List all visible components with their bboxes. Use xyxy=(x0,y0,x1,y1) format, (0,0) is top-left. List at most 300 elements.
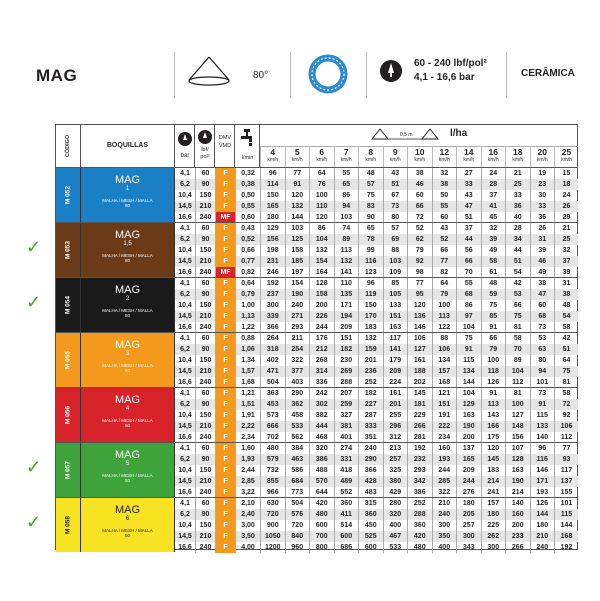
droplet-class: F xyxy=(215,278,235,289)
table-row xyxy=(175,476,578,487)
table-cell: 36 xyxy=(530,212,555,223)
speed-value: 6 xyxy=(319,147,325,157)
droplet-class: F xyxy=(215,223,235,234)
pressure-gauge-icon xyxy=(197,129,213,145)
table-cell: 197 xyxy=(285,267,310,278)
table-row xyxy=(175,443,578,454)
table-cell: 285 xyxy=(432,476,457,487)
table-cell: 90 xyxy=(195,289,215,300)
table-cell: 148 xyxy=(505,421,530,432)
nozzle-label-text: 3 xyxy=(125,351,130,357)
table-cell: 65 xyxy=(334,179,359,190)
table-cell: 115 xyxy=(554,509,578,520)
table-cell: 201 xyxy=(358,355,383,366)
table-cell: 350 xyxy=(432,531,457,542)
table-cell: 471 xyxy=(260,366,285,377)
table-cell: 259 xyxy=(334,399,359,410)
table-cell: 104 xyxy=(505,366,530,377)
speed-value: 14 xyxy=(464,147,474,157)
table-cell: 150 xyxy=(195,300,215,311)
table-cell: 58 xyxy=(481,256,506,267)
table-cell: 6,2 xyxy=(180,511,190,518)
table-cell: 38 xyxy=(554,289,578,300)
table-cell: 257 xyxy=(456,520,481,531)
application-rate-header xyxy=(260,125,578,147)
droplet-class: F xyxy=(215,311,235,322)
table-cell: 95 xyxy=(407,289,432,300)
speed-unit: km/h xyxy=(365,157,377,163)
speed-value: 20 xyxy=(537,147,547,157)
table-cell: 106 xyxy=(432,344,457,355)
speed-unit: km/h xyxy=(389,157,401,163)
table-cell: 133 xyxy=(383,300,408,311)
table-cell: 81 xyxy=(554,377,578,388)
table-cell: 244 xyxy=(432,465,457,476)
table-cell: 579 xyxy=(260,454,285,465)
nozzle-label-text: MAG xyxy=(114,504,141,516)
table-cell: 72 xyxy=(554,399,578,410)
table-cell: 93 xyxy=(554,454,578,465)
table-cell: 129 xyxy=(260,223,285,234)
droplet-class: F xyxy=(215,234,235,245)
table-cell: 418 xyxy=(334,465,359,476)
table-cell: 143 xyxy=(481,410,506,421)
table-cell: 91 xyxy=(456,344,481,355)
table-cell: 99 xyxy=(358,245,383,256)
table-cell: 105 xyxy=(383,289,408,300)
table-cell: 168 xyxy=(554,531,578,542)
table-cell: 117 xyxy=(554,465,578,476)
table-cell: 120 xyxy=(309,212,334,223)
table-cell: 276 xyxy=(456,487,481,498)
table-cell: 570 xyxy=(309,476,334,487)
table-row xyxy=(175,190,578,201)
table-cell: 293 xyxy=(285,322,310,333)
table-cell: 40 xyxy=(505,212,530,223)
table-cell: 288 xyxy=(407,509,432,520)
table-cell: 201 xyxy=(383,399,408,410)
table-cell: 960 xyxy=(285,542,310,553)
table-cell: 123 xyxy=(358,267,383,278)
table-cell: 209 xyxy=(383,366,408,377)
table-cell: 264 xyxy=(260,333,285,344)
droplet-class: F xyxy=(215,300,235,311)
table-cell: 104 xyxy=(309,234,334,245)
table-cell: 151 xyxy=(334,333,359,344)
table-cell: 92 xyxy=(407,256,432,267)
table-cell: 36 xyxy=(505,201,530,212)
table-cell: 1,93 xyxy=(235,454,260,465)
table-row xyxy=(175,388,578,399)
table-cell: 90 xyxy=(195,509,215,520)
table-cell: 168 xyxy=(432,377,457,388)
table-cell: 450 xyxy=(358,520,383,531)
table-cell: 240 xyxy=(195,432,215,443)
table-cell: 34 xyxy=(505,234,530,245)
table-cell: 125 xyxy=(285,234,310,245)
table-cell: 158 xyxy=(309,289,334,300)
table-cell: 159 xyxy=(358,344,383,355)
speed-column-header xyxy=(554,146,578,167)
table-cell: 384 xyxy=(285,443,310,454)
table-cell: 32 xyxy=(481,223,506,234)
table-cell: 202 xyxy=(407,377,432,388)
table-cell: 16,6 xyxy=(178,214,192,221)
table-cell: 533 xyxy=(383,542,408,553)
nozzle-code: M 054 xyxy=(56,278,81,332)
table-cell: 79 xyxy=(407,245,432,256)
table-cell: 210 xyxy=(195,201,215,212)
table-cell: 100 xyxy=(432,300,457,311)
nozzle-code: M 058 xyxy=(56,498,81,552)
table-cell: 61 xyxy=(481,267,506,278)
speed-value: 5 xyxy=(294,147,300,157)
table-cell: 222 xyxy=(432,421,457,432)
table-cell: 198 xyxy=(260,245,285,256)
table-cell: 145 xyxy=(481,454,506,465)
table-cell: 56 xyxy=(456,245,481,256)
table-cell: 26 xyxy=(554,201,578,212)
table-cell: 86 xyxy=(334,190,359,201)
table-cell: 380 xyxy=(383,476,408,487)
droplet-class: F xyxy=(215,520,235,531)
table-cell: 14,5 xyxy=(178,478,192,485)
table-cell: 68 xyxy=(530,311,555,322)
droplet-class: F xyxy=(215,509,235,520)
table-cell: 43 xyxy=(432,223,457,234)
table-cell: 176 xyxy=(309,333,334,344)
nozzle-group xyxy=(56,222,577,277)
nozzle-label xyxy=(81,498,175,552)
table-cell: 800 xyxy=(309,542,334,553)
table-cell: 115 xyxy=(456,355,481,366)
table-cell: 360 xyxy=(407,520,432,531)
speed-unit: km/h xyxy=(414,157,426,163)
table-cell: 14,5 xyxy=(178,313,192,320)
table-cell: 77 xyxy=(407,278,432,289)
table-cell: 134 xyxy=(456,366,481,377)
table-cell: 444 xyxy=(309,421,334,432)
table-cell: 101 xyxy=(530,377,555,388)
droplet-class: F xyxy=(215,421,235,432)
table-cell: 209 xyxy=(334,322,359,333)
droplet-class: F xyxy=(215,432,235,443)
table-row xyxy=(175,311,578,322)
table-cell: 155 xyxy=(554,487,578,498)
table-cell: 210 xyxy=(432,498,457,509)
nozzle-label xyxy=(81,278,175,332)
table-cell: 10,4 xyxy=(178,467,192,474)
table-cell: 146 xyxy=(530,465,555,476)
table-cell: 236 xyxy=(358,366,383,377)
table-cell: 28 xyxy=(481,179,506,190)
table-cell: 140 xyxy=(530,432,555,443)
table-cell: 32 xyxy=(554,245,578,256)
table-cell: 1,22 xyxy=(235,322,260,333)
table-cell: 24 xyxy=(481,168,506,179)
table-cell: 170 xyxy=(358,311,383,322)
table-cell: 244 xyxy=(456,476,481,487)
table-cell: 133 xyxy=(530,421,555,432)
table-cell: 252 xyxy=(358,377,383,388)
table-cell: 132 xyxy=(309,245,334,256)
table-cell: 16,6 xyxy=(178,269,192,276)
nozzle-label-text: MALHA / MESH / MALLA xyxy=(102,253,153,258)
table-cell: 24 xyxy=(554,190,578,201)
table-row xyxy=(175,498,578,509)
table-cell: 150 xyxy=(195,465,215,476)
table-cell: 210 xyxy=(530,531,555,542)
table-cell: 39 xyxy=(554,267,578,278)
table-row xyxy=(175,300,578,311)
table-cell: 4,1 xyxy=(180,335,190,342)
table-cell: 296 xyxy=(383,421,408,432)
table-cell: 403 xyxy=(285,377,310,388)
droplet-class: F xyxy=(215,256,235,267)
table-cell: 154 xyxy=(285,278,310,289)
table-cell: 10,4 xyxy=(178,247,192,254)
table-cell: 257 xyxy=(383,454,408,465)
table-cell: 91 xyxy=(530,399,555,410)
speed-unit: km/h xyxy=(463,157,475,163)
table-cell: 21 xyxy=(554,223,578,234)
table-cell: 42 xyxy=(554,333,578,344)
table-cell: 1,00 xyxy=(235,300,260,311)
table-cell: 163 xyxy=(383,322,408,333)
table-cell: 6,2 xyxy=(180,181,190,188)
table-cell: 85 xyxy=(383,278,408,289)
table-cell: 104 xyxy=(456,322,481,333)
table-cell: 314 xyxy=(309,366,334,377)
droplet-class: F xyxy=(215,366,235,377)
table-cell: 269 xyxy=(334,366,359,377)
table-cell: 300 xyxy=(260,300,285,311)
speed-unit: km/h xyxy=(291,157,303,163)
table-cell: 37 xyxy=(456,223,481,234)
droplet-class: F xyxy=(215,190,235,201)
table-cell: 504 xyxy=(285,498,310,509)
table-cell: 325 xyxy=(383,465,408,476)
table-cell: 94 xyxy=(530,366,555,377)
table-cell: 262 xyxy=(481,531,506,542)
table-cell: 72 xyxy=(407,212,432,223)
material-label: CERÂMICA xyxy=(521,68,575,79)
table-cell: 0,82 xyxy=(235,267,260,278)
table-cell: 52 xyxy=(432,234,457,245)
nozzle-label xyxy=(81,168,175,222)
table-cell: 31 xyxy=(530,234,555,245)
table-cell: 180 xyxy=(481,509,506,520)
table-cell: 151 xyxy=(383,311,408,322)
table-cell: 96 xyxy=(260,168,285,179)
nozzle-group xyxy=(56,332,577,387)
table-cell: 242 xyxy=(309,388,334,399)
table-cell: 246 xyxy=(260,267,285,278)
droplet-class: F xyxy=(215,377,235,388)
table-cell: 67 xyxy=(383,190,408,201)
droplet-class: F xyxy=(215,476,235,487)
table-cell: 94 xyxy=(334,201,359,212)
divider xyxy=(506,52,507,98)
pressure-bar: 4,1 - 16,6 bar xyxy=(414,72,475,83)
nozzle-label-text: 4 xyxy=(125,406,130,412)
table-cell: 120 xyxy=(407,300,432,311)
table-cell: 27 xyxy=(456,168,481,179)
table-cell: 120 xyxy=(481,443,506,454)
table-cell: 119 xyxy=(358,289,383,300)
table-cell: 74 xyxy=(334,223,359,234)
table-cell: 2,40 xyxy=(235,509,260,520)
table-cell: 644 xyxy=(309,487,334,498)
speed-column-header xyxy=(530,146,555,167)
droplet-class: F xyxy=(215,443,235,454)
nozzle-code: M 057 xyxy=(56,443,81,497)
table-cell: 80 xyxy=(383,212,408,223)
table-row xyxy=(175,223,578,234)
nozzle-group xyxy=(56,387,577,442)
table-cell: 43 xyxy=(456,190,481,201)
nozzle-group xyxy=(56,442,577,497)
table-cell: 112 xyxy=(505,377,530,388)
table-cell: 49 xyxy=(530,267,555,278)
table-cell: 154 xyxy=(309,256,334,267)
table-cell: 188 xyxy=(407,366,432,377)
table-cell: 83 xyxy=(358,201,383,212)
table-cell: 54 xyxy=(505,267,530,278)
nozzle-label xyxy=(81,223,175,277)
speed-unit: km/h xyxy=(561,157,572,163)
table-cell: 287 xyxy=(358,410,383,421)
table-cell: 420 xyxy=(309,498,334,509)
table-cell: 90 xyxy=(195,234,215,245)
table-cell: 90 xyxy=(195,344,215,355)
table-cell: 42 xyxy=(505,278,530,289)
table-cell: 666 xyxy=(260,421,285,432)
table-cell: 231 xyxy=(260,256,285,267)
table-cell: 16,6 xyxy=(178,379,192,386)
table-cell: 700 xyxy=(309,531,334,542)
table-cell: 16,6 xyxy=(178,324,192,331)
speed-column-header xyxy=(481,146,506,167)
pressure-gauge-icon xyxy=(177,131,193,147)
table-row xyxy=(175,278,578,289)
table-cell: 101 xyxy=(554,498,578,509)
table-cell: 92 xyxy=(554,410,578,421)
table-cell: 240 xyxy=(195,377,215,388)
table-cell: 165 xyxy=(260,201,285,212)
table-cell: 43 xyxy=(383,168,408,179)
table-cell: 226 xyxy=(309,311,334,322)
table-cell: 151 xyxy=(432,399,457,410)
table-cell: 91 xyxy=(285,179,310,190)
table-cell: 381 xyxy=(334,421,359,432)
table-cell: 240 xyxy=(358,443,383,454)
nozzle-code: M 056 xyxy=(56,388,81,442)
table-cell: 1,06 xyxy=(235,344,260,355)
table-cell: 39 xyxy=(481,234,506,245)
table-cell: 360 xyxy=(334,498,359,509)
table-cell: 190 xyxy=(285,289,310,300)
table-cell: 720 xyxy=(285,520,310,531)
table-cell: 90 xyxy=(195,454,215,465)
table-cell: 386 xyxy=(407,487,432,498)
table-cell: 51 xyxy=(505,256,530,267)
table-cell: 110 xyxy=(309,201,334,212)
table-cell: 429 xyxy=(383,487,408,498)
table-cell: 100 xyxy=(481,355,506,366)
lmin-header: l/min xyxy=(235,125,260,167)
table-cell: 210 xyxy=(195,421,215,432)
table-cell: 117 xyxy=(383,333,408,344)
checkmark-icon: ✓ xyxy=(26,457,42,477)
table-cell: 19 xyxy=(530,168,555,179)
table-cell: 488 xyxy=(309,465,334,476)
table-cell: 145 xyxy=(407,388,432,399)
droplet-class: MF xyxy=(215,267,235,278)
table-cell: 146 xyxy=(407,322,432,333)
table-cell: 157 xyxy=(432,366,457,377)
table-row xyxy=(175,201,578,212)
table-cell: 241 xyxy=(481,487,506,498)
table-cell: 0,43 xyxy=(235,223,260,234)
nozzle-label-text: MAG xyxy=(114,174,141,186)
table-cell: 120 xyxy=(285,190,310,201)
speed-column-header xyxy=(432,146,457,167)
speed-value: 4 xyxy=(270,147,276,157)
table-cell: 75 xyxy=(358,190,383,201)
table-cell: 210 xyxy=(195,256,215,267)
table-cell: 107 xyxy=(505,443,530,454)
table-cell: 66 xyxy=(505,300,530,311)
table-cell: 402 xyxy=(260,355,285,366)
table-row xyxy=(175,531,578,542)
table-cell: 3,22 xyxy=(235,487,260,498)
table-cell: 453 xyxy=(260,399,285,410)
table-cell: 467 xyxy=(383,531,408,542)
table-cell: 128 xyxy=(505,454,530,465)
table-cell: 140 xyxy=(505,498,530,509)
table-cell: 116 xyxy=(530,454,555,465)
table-cell: 322 xyxy=(432,487,457,498)
table-cell: 137 xyxy=(456,443,481,454)
table-cell: 268 xyxy=(309,355,334,366)
checkmark-icon: ✓ xyxy=(26,292,42,312)
table-cell: 600 xyxy=(334,531,359,542)
table-cell: 14,5 xyxy=(178,533,192,540)
table-cell: 213 xyxy=(383,443,408,454)
table-cell: 90 xyxy=(195,179,215,190)
table-cell: 150 xyxy=(260,190,285,201)
table-cell: 122 xyxy=(432,322,457,333)
table-cell: 28 xyxy=(505,223,530,234)
table-cell: 211 xyxy=(285,333,310,344)
table-cell: 78 xyxy=(358,234,383,245)
table-cell: 232 xyxy=(407,454,432,465)
table-cell: 562 xyxy=(285,432,310,443)
product-title: MAG xyxy=(36,66,78,85)
table-cell: 6,2 xyxy=(180,456,190,463)
flow-rate-table xyxy=(55,124,578,550)
table-cell: 0,88 xyxy=(235,333,260,344)
speed-value: 10 xyxy=(415,147,425,157)
table-cell: 96 xyxy=(358,278,383,289)
speed-unit: km/h xyxy=(512,157,524,163)
table-cell: 280 xyxy=(383,498,408,509)
table-cell: 333 xyxy=(358,421,383,432)
table-cell: 64 xyxy=(309,168,334,179)
table-cell: 23 xyxy=(530,179,555,190)
table-row xyxy=(175,520,578,531)
